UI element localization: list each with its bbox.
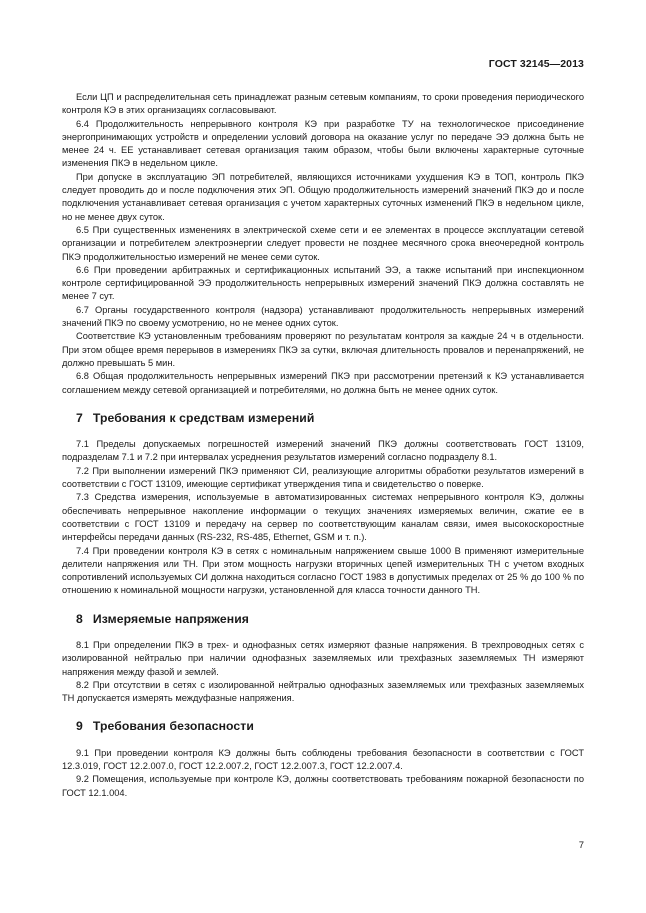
section-heading — [76, 720, 584, 733]
paragraph: Соответствие КЭ установленным требованиям проверяют по результатам контроля за каждые 24 ч в отдельности. При этом общее время перерывов в измерениях ПКЭ за сутки, включая длительность провалов и перенапряжений, не должно превышать 5 мин. — [62, 331, 584, 368]
paragraph: 7.1 Пределы допускаемых погрешностей измерений значений ПКЭ должны соответствовать ГОСТ 13109, подразделам 7.1 и 7.2 при интервалах усреднения результатов измерений согласно подразделу 8.1. — [62, 439, 584, 463]
page-number: 7 — [578, 840, 584, 851]
paragraph: 7.4 При проведении контроля КЭ в сетях с номинальным напряжением свыше 1000 В применяют измерительные делители напряжения или ТН. При этом мощность нагрузки вторичных цепей измерительных ТН с учетом входных сопротивлений используемых СИ должна находиться согласно ГОСТ 1983 в допустимых пределах от 25 % до 100 % по отношению к номинальной мощности нагрузки, установленной для класса точности данного ТН. — [62, 545, 584, 596]
paragraph: 9.2 Помещения, используемые при контроле КЭ, должны соответствовать требованиям пожарной безопасности по ГОСТ 12.1.004. — [62, 774, 584, 798]
section-title: Требования безопасности — [92, 719, 254, 734]
paragraph: 7.2 При выполнении измерений ПКЭ применяют СИ, реализующие алгоритмы обработки результатов измерений в соответствии с ГОСТ 13109, имеющие сертификат утверждения типа и свидетельство о поверке. — [62, 465, 584, 490]
section-title: Измеряемые напряжения — [92, 611, 250, 626]
document-header: ГОСТ 32145—2013 — [488, 58, 584, 70]
section-title: Требования к средствам измерений — [92, 410, 315, 425]
document-body — [62, 91, 584, 800]
paragraph: Если ЦП и распределительная сеть принадлежат разным сетевым компаниям, то сроки проведения периодического контроля КЭ в этих организациях согласовывают. — [62, 92, 584, 116]
paragraph: При допуске в эксплуатацию ЭП потребителей, являющихся источниками ухудшения КЭ в ТОП, контроль ПКЭ следует проводить до и после подключения этих ЭП. Общую продолжительность измерений значений ПКЭ до и после подключения устанавливает сетевая организация с учетом характерных суточных изменений ПКЭ в недельном цикле, но не менее двух суток. — [62, 171, 584, 222]
paragraph: 6.4 Продолжительность непрерывного контроля КЭ при разработке ТУ на технологическое присоединение энергопринимающих устройств и определении условий договора на оказание услуг по передаче ЭЭ должна быть не менее 24 ч. ЕЕ устанавливает сетевая организация таким образом, чтобы были включены характерные суточные изменения ПКЭ в недельном цикле. — [62, 118, 584, 169]
paragraph: 6.8 Общая продолжительность непрерывных измерений ПКЭ при рассмотрении претензий к КЭ устанавливается соглашением между сетевой организацией и потребителями, но должна быть не менее одних суток. — [62, 371, 584, 395]
section-heading — [76, 412, 584, 425]
paragraph: 8.2 При отсутствии в сетях с изолированной нейтралью однофазных заземляемых или трехфазных заземляемых ТН допускается измерять междуфазные напряжения. — [62, 679, 584, 704]
paragraph: 6.6 При проведении арбитражных и сертификационных испытаний ЭЭ, а также испытаний при инспекционном контроле сертифицированной ЭЭ продолжительность непрерывных измерений значений ПКЭ должна составлять не менее 7 сут. — [62, 264, 584, 302]
paragraph: 6.5 При существенных изменениях в электрической схеме сети и ее элементах в процессе эксплуатации сетевой организации и потребителем электроэнергии следует провести не позднее месячного срока внеочередной контроль ПКЭ продолжительностью измерений не менее семи суток. — [62, 224, 584, 262]
section-number: 9 — [76, 719, 83, 734]
paragraph: 8.1 При определении ПКЭ в трех- и однофазных сетях измеряют фазные напряжения. В трехпроводных сетях с изолированной нейтралью при наличии однофазных заземляемых или трехфазных заземляемых ТН измеряют напряжения между фазой и землей. — [62, 639, 584, 677]
paragraph: 6.7 Органы государственного контроля (надзора) устанавливают продолжительность непрерывных измерений значений ПКЭ по своему усмотрению, но не менее одних суток. — [62, 304, 584, 329]
section-number: 8 — [76, 611, 83, 626]
section-number: 7 — [76, 410, 83, 425]
section-heading — [76, 613, 584, 626]
paragraph: 7.3 Средства измерения, используемые в автоматизированных системах непрерывного контроля КЭ, должны обеспечивать непрерывное накопление информации о текущих значениях измеряемых величин, сжатие ее в соответствии с ГОСТ 13109 и передачу на сервер по соответствующим каналам связи, имея высокоскоростные интерфейсы передачи данных (RS-232, RS-485, Ethernet, GSM и т. п.). — [62, 492, 584, 543]
paragraph: 9.1 При проведении контроля КЭ должны быть соблюдены требования безопасности в соответствии с ГОСТ 12.3.019, ГОСТ 12.2.007.0, ГОСТ 12.2.007.2, ГОСТ 12.2.007.3, ГОСТ 12.2.007.4. — [62, 747, 584, 772]
